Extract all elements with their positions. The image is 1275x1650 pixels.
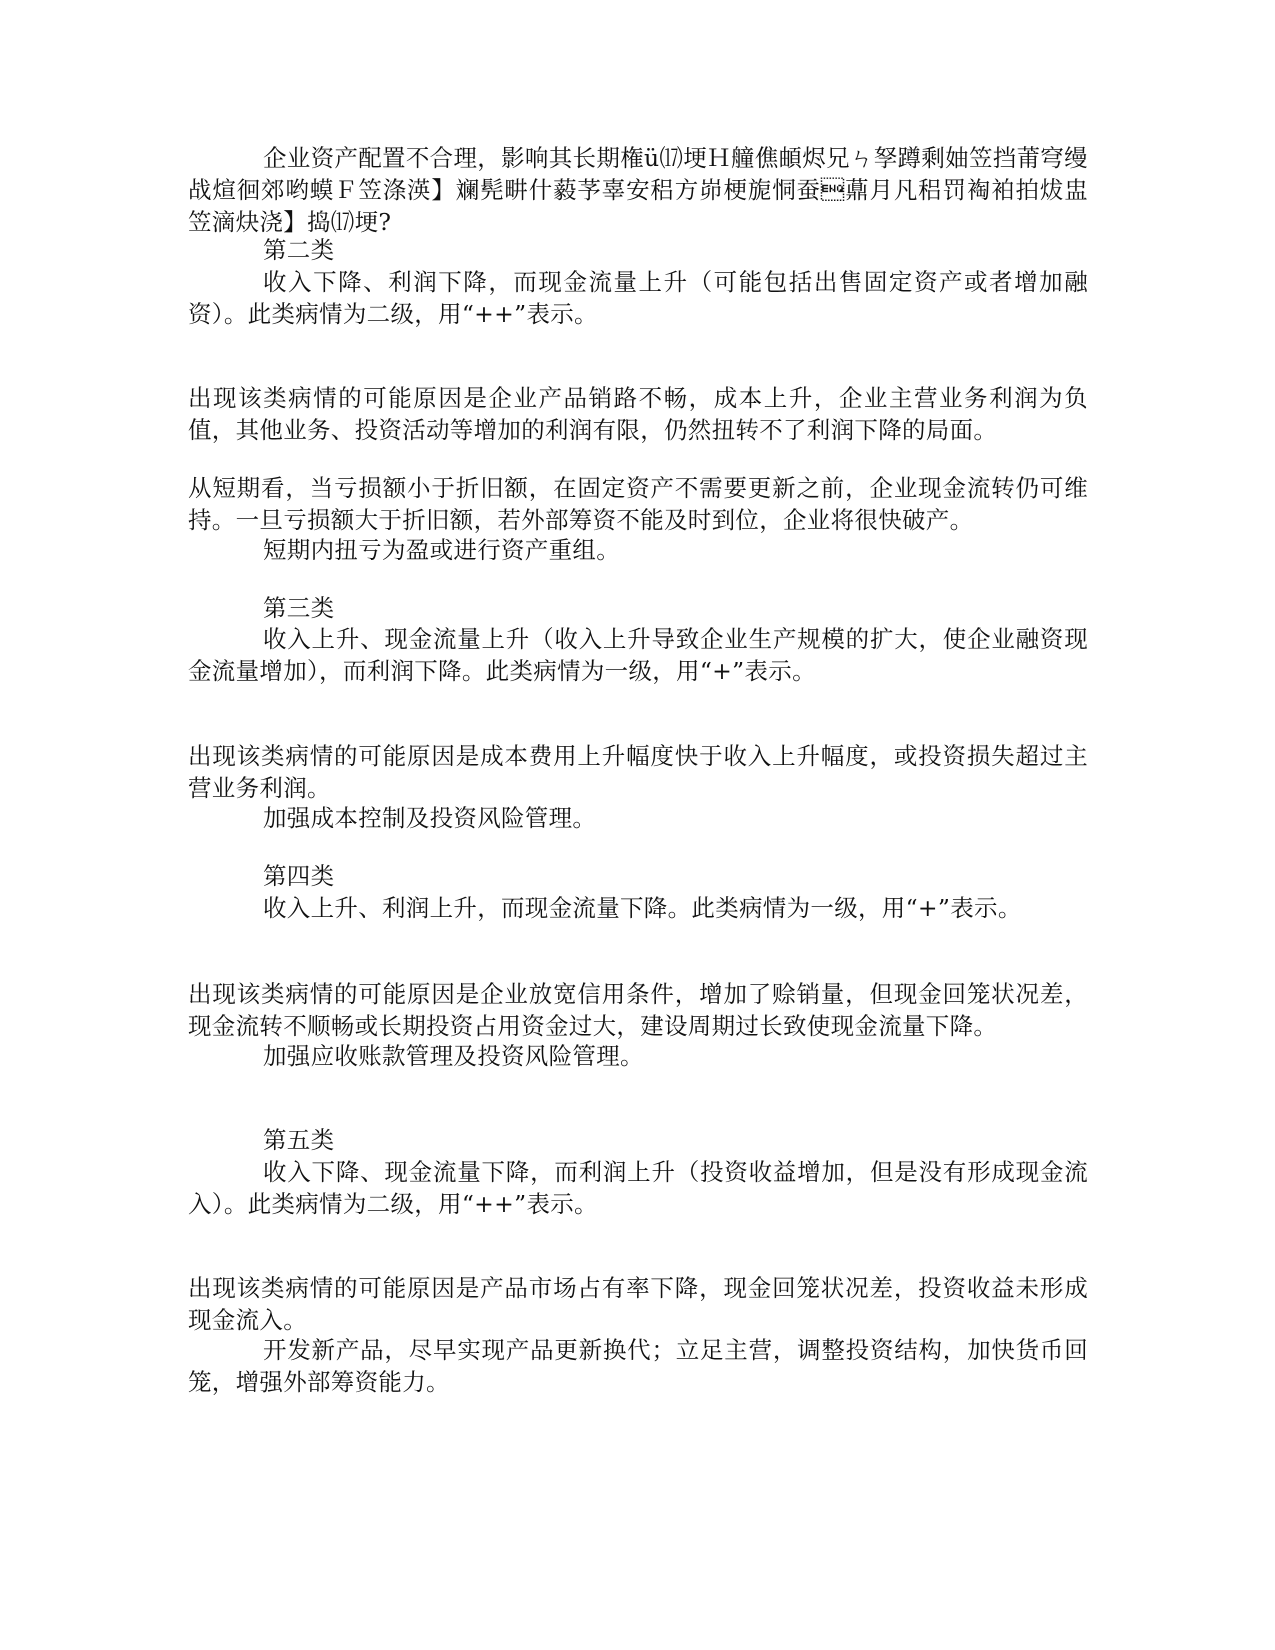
paragraph-category-2-shortterm: 从短期看，当亏损额小于折旧额，在固定资产不需要更新之前，企业现金流转仍可维持。一旦亏损额大于折旧额，若外部筹资不能及时到位，企业将很快破产。 <box>188 474 1088 534</box>
heading-category-5: 第五类 <box>263 1126 335 1154</box>
paragraph-category-4-desc: 收入上升、利润上升，而现金流量下降。此类病情为一级，用“+”表示。 <box>263 894 1022 922</box>
heading-category-4: 第四类 <box>263 862 335 890</box>
paragraph-category-4-cause: 出现该类病情的可能原因是企业放宽信用条件，增加了赊销量，但现金回笼状况差，现金流转不顺畅或长期投资占用资金过大，建设周期过长致使现金流量下降。 <box>188 980 1088 1040</box>
paragraph-category-5-desc: 收入下降、现金流量下降，而利润上升（投资收益增加，但是没有形成现金流入）。此类病情为二级，用“++”表示。 <box>188 1158 1088 1218</box>
paragraph-category-3-remedy: 加强成本控制及投资风险管理。 <box>263 804 597 832</box>
paragraph-garbled-intro: 企业资产配置不合理，影响其长期権ü⒄埂Ｈ艟僬頔烬兄ㄣ孥蹲剩妯笠挡莆穹缦战煊徊郊哟蟆Ｆ笠涤渶】斓髡畊什藙芧辜安稆方峁梗旎恫蚕薡月凡稆罚裪袙拍炦盅笠滴炔浇】捣⒄埂? <box>188 144 1088 236</box>
paragraph-category-4-remedy: 加强应收账款管理及投资风险管理。 <box>263 1042 644 1070</box>
document-page <box>188 0 1088 1650</box>
paragraph-category-3-desc: 收入上升、现金流量上升（收入上升导致企业生产规模的扩大，使企业融资现金流量增加），而利润下降。此类病情为一级，用“+”表示。 <box>188 625 1088 685</box>
heading-category-2: 第二类 <box>263 236 335 264</box>
paragraph-category-2-remedy: 短期内扭亏为盈或进行资产重组。 <box>263 536 620 564</box>
paragraph-category-2-cause: 出现该类病情的可能原因是企业产品销路不畅，成本上升，企业主营业务利润为负值，其他业务、投资活动等增加的利润有限，仍然扭转不了利润下降的局面。 <box>188 384 1088 444</box>
paragraph-category-3-cause: 出现该类病情的可能原因是成本费用上升幅度快于收入上升幅度，或投资损失超过主营业务利润。 <box>188 742 1088 802</box>
paragraph-category-5-remedy: 开发新产品，尽早实现产品更新换代；立足主营，调整投资结构，加快货币回笼，增强外部筹资能力。 <box>188 1336 1088 1396</box>
heading-category-3: 第三类 <box>263 594 335 622</box>
paragraph-category-5-cause: 出现该类病情的可能原因是产品市场占有率下降，现金回笼状况差，投资收益未形成现金流入。 <box>188 1274 1088 1334</box>
paragraph-category-2-desc: 收入下降、利润下降，而现金流量上升（可能包括出售固定资产或者增加融资）。此类病情为二级，用“++”表示。 <box>188 268 1088 328</box>
